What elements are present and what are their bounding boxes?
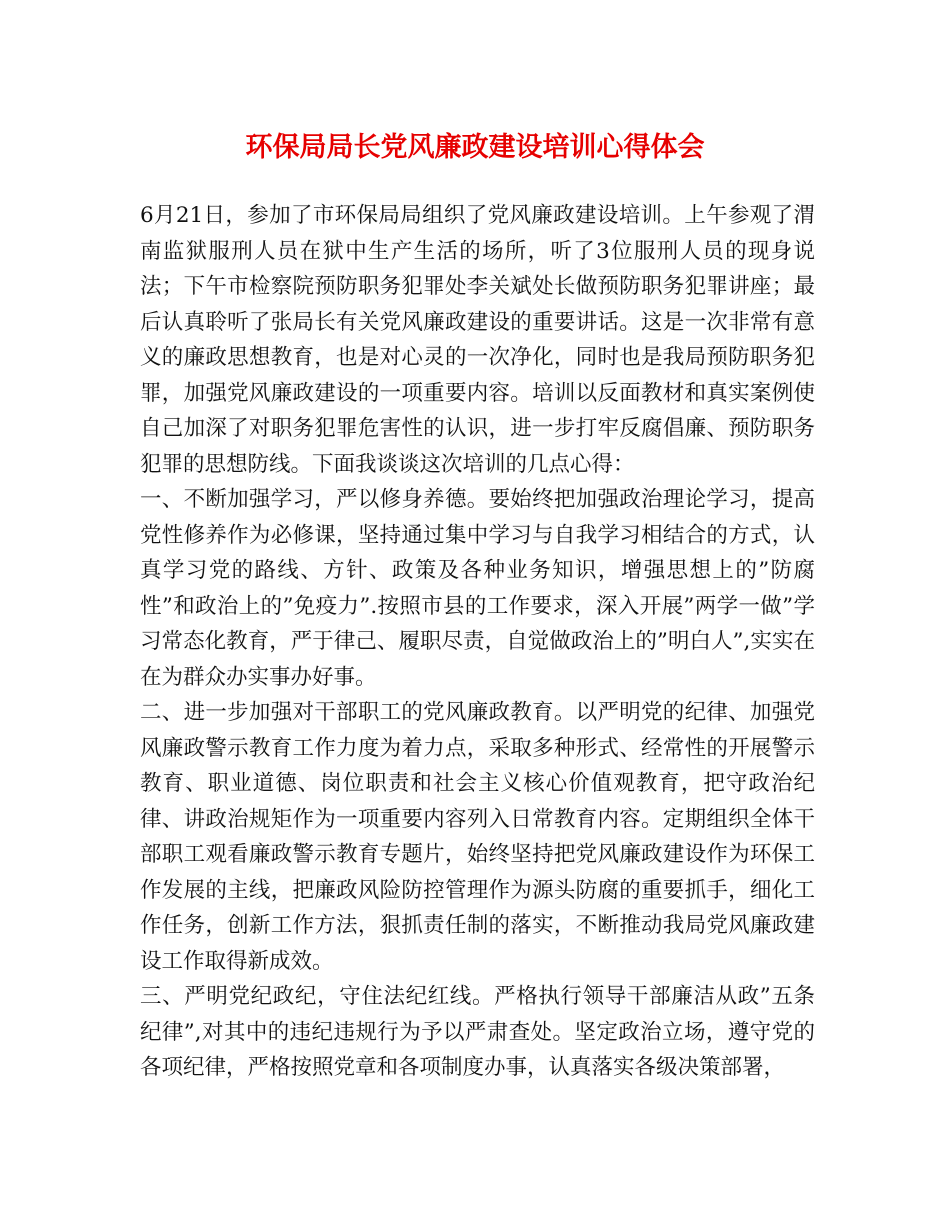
paragraph-point-2: 二、进一步加强对干部职工的党风廉政教育。以严明党的纪律、加强党风廉政警示教育工作力度为着力点，采取多种形式、经常性的开展警示教育、职业道德、岗位职责和社会主义核心价值观教育，把守政治纪律、讲政治规矩作为一项重要内容列入日常教育内容。定期组织全体干部职工观看廉政警示教育专题片，始终坚持把党风廉政建设作为环保工作发展的主线，把廉政风险防控管理作为源头防腐的重要抓手，细化工作任务，创新工作方法，狠抓责任制的落实，不断推动我局党风廉政建设工作取得新成效。	[140, 700, 815, 974]
document-body	[140, 198, 815, 1086]
paragraph-point-3: 三、严明党纪政纪，守住法纪红线。严格执行领导干部廉洁从政”五条纪律”,对其中的违纪违规行为予以严肃查处。坚定政治立场，遵守党的各项纪律，严格按照党章和各项制度办事，认真落实各级决策部署，	[140, 984, 815, 1080]
document-title: 环保局局长党风廉政建设培训心得体会	[245, 132, 705, 163]
paragraph-intro: 6月21日，参加了市环保局局组织了党风廉政建设培训。上午参观了渭南监狱服刑人员在狱中生产生活的场所，听了3位服刑人员的现身说法；下午市检察院预防职务犯罪处李关斌处长做预防职务犯罪讲座；最后认真聆听了张局长有关党风廉政建设的重要讲话。这是一次非常有意义的廉政思想教育，也是对心灵的一次净化，同时也是我局预防职务犯罪，加强党风廉政建设的一项重要内容。培训以反面教材和真实案例使自己加深了对职务犯罪危害性的认识，进一步打牢反腐倡廉、预防职务犯罪的思想防线。下面我谈谈这次培训的几点心得：	[140, 203, 815, 477]
paragraph-point-1: 一、不断加强学习，严以修身养德。要始终把加强政治理论学习，提高党性修养作为必修课，坚持通过集中学习与自我学习相结合的方式，认真学习党的路线、方针、政策及各种业务知识，增强思想上的”防腐性”和政治上的”免疫力”.按照市县的工作要求，深入开展”两学一做”学习常态化教育，严于律己、履职尽责，自觉做政治上的”明白人”,实实在在为群众办实事办好事。	[140, 487, 815, 690]
